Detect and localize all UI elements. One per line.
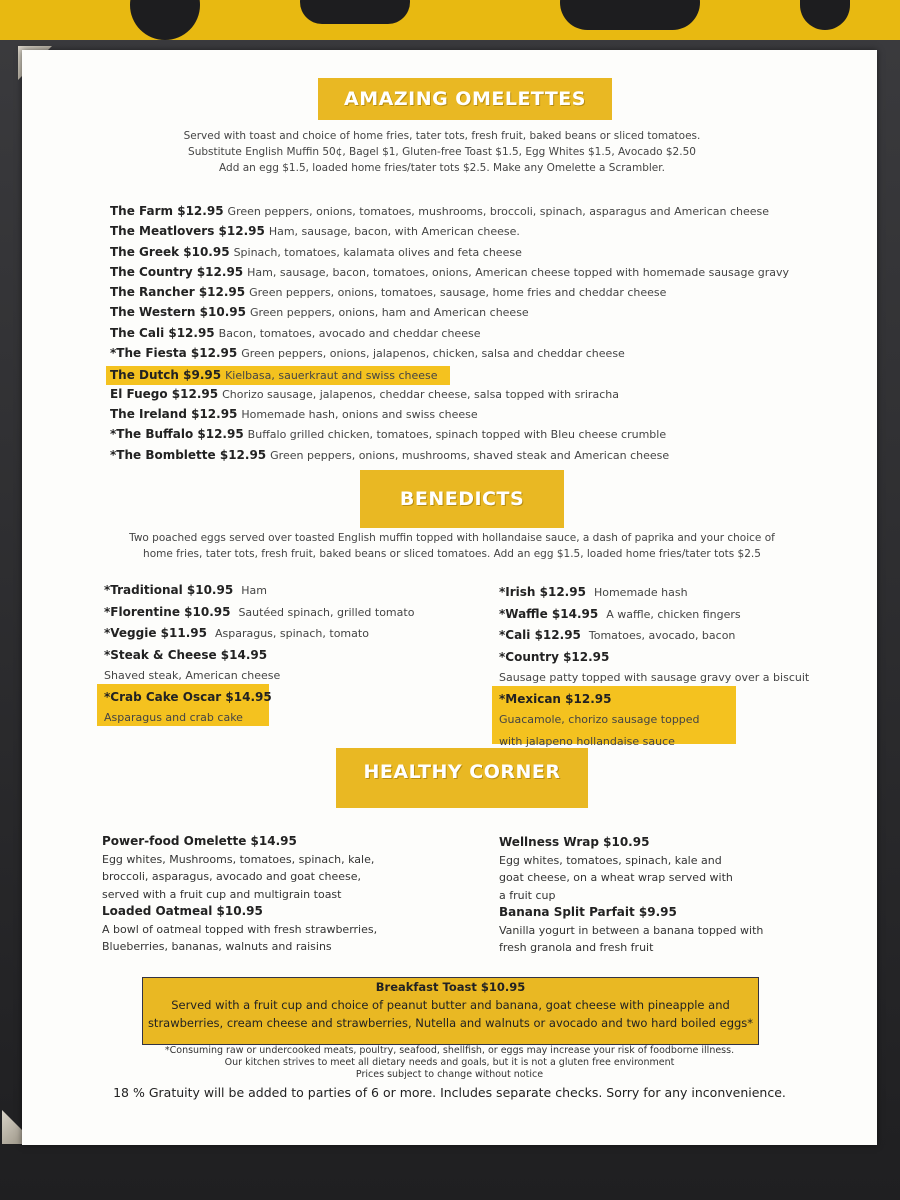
item-name: *The Bomblette $12.95 — [110, 447, 267, 462]
item-desc: Vanilla yogurt in between a banana topped with — [499, 923, 764, 937]
item-desc: Guacamole, chorizo sausage topped — [499, 713, 700, 726]
item-desc: Sausage patty topped with sausage gravy over a biscuit — [499, 671, 810, 684]
disclaimer-line: Prices subject to change without notice — [355, 1069, 544, 1080]
list-item — [110, 427, 830, 447]
item-name: *Steak & Cheese $14.95 — [104, 647, 268, 662]
list-item — [110, 407, 830, 427]
item-desc: strawberries, cream cheese and strawberries, Nutella and walnuts or avocado and two hard boiled eggs* — [147, 1016, 754, 1030]
healthy-title: HEALTHY CORNER — [363, 761, 561, 783]
disclaimer-line: *Consuming raw or undercooked meats, poultry, seafood, shellfish, or eggs may increase your risk of foodborne illness. — [164, 1045, 735, 1056]
healthy-right-column — [499, 834, 859, 957]
list-item-desc — [499, 667, 859, 689]
item-desc: Egg whites, Mushrooms, tomatoes, spinach, kale, — [102, 852, 375, 866]
item-desc: Homemade hash, onions and swiss cheese — [241, 407, 478, 421]
item-name: Loaded Oatmeal $10.95 — [102, 904, 263, 918]
item-desc: Asparagus, spinach, tomato — [214, 627, 369, 640]
item-name: *Cali $12.95 — [499, 628, 581, 642]
list-item-highlighted — [110, 366, 830, 386]
list-item-desc — [104, 707, 484, 729]
item-name: The Cali $12.95 — [110, 325, 215, 340]
item-name: *Traditional $10.95 — [104, 583, 234, 597]
item-desc: Tomatoes, avocado, bacon — [588, 629, 736, 642]
item-name: *The Buffalo $12.95 — [110, 427, 244, 442]
item-desc: Green peppers, onions, jalapenos, chicken, salsa and cheddar cheese — [241, 347, 625, 361]
benedicts-intro-line: Two poached eggs served over toasted English muffin topped with hollandaise sauce, a dash of paprika and your choice of — [129, 532, 775, 544]
list-item — [110, 265, 830, 285]
benedicts-right-column — [499, 582, 859, 752]
list-item — [104, 687, 484, 708]
item-desc: Chorizo sausage, jalapenos, cheddar cheese, salsa topped with sriracha — [222, 387, 619, 401]
item-desc: Ham, sausage, bacon, tomatoes, onions, American cheese topped with homemade sausage gravy — [247, 265, 790, 279]
item-desc: Egg whites, tomatoes, spinach, kale and — [499, 853, 722, 867]
item-desc: Asparagus and crab cake — [104, 711, 243, 724]
list-item — [499, 689, 859, 710]
omelettes-list — [110, 204, 830, 468]
list-item — [104, 602, 484, 624]
item-desc: with jalapeno hollandaise sauce — [499, 734, 675, 748]
omelettes-intro — [142, 128, 742, 176]
item-name: *Crab Cake Oscar $14.95 — [104, 689, 272, 704]
item-name: The Dutch $9.95 — [110, 368, 222, 383]
item-desc: broccoli, asparagus, avocado and goat cheese, — [102, 870, 362, 883]
item-name: Banana Split Parfait $9.95 — [499, 905, 677, 919]
benedicts-banner — [360, 470, 564, 528]
menu-page — [22, 50, 877, 1145]
benedicts-left-column — [104, 580, 484, 729]
list-item — [110, 448, 830, 468]
item-desc: fresh granola and fresh fruit — [499, 941, 654, 954]
item-desc: Spinach, tomatoes, kalamata olives and feta cheese — [233, 245, 522, 259]
omelettes-intro-line: Substitute English Muffin 50¢, Bagel $1, Gluten-free Toast $1.5, Egg Whites $1.5, Avocado $2.50 — [188, 146, 696, 158]
item-desc: Shaved steak, American cheese — [104, 669, 281, 682]
item-name: *Florentine $10.95 — [104, 604, 231, 619]
list-item-desc — [104, 665, 484, 687]
list-item — [110, 387, 830, 407]
list-item — [499, 604, 859, 626]
item-desc: Ham, sausage, bacon, with American cheese. — [268, 225, 520, 239]
item-name: *Irish $12.95 — [499, 585, 586, 599]
item-name: El Fuego $12.95 — [110, 386, 219, 401]
gratuity-notice: 18 % Gratuity will be added to parties of 6 or more. Includes separate checks. Sorry for any inconvenience. — [113, 1085, 786, 1100]
disclaimer-line: Our kitchen strives to meet all dietary needs and goals, but it is not a gluten free environment — [224, 1057, 675, 1068]
item-desc: Ham — [241, 584, 267, 597]
item-desc: A waffle, chicken fingers — [606, 607, 741, 621]
item-desc: Blueberries, bananas, walnuts and raisins — [102, 940, 332, 953]
list-item — [104, 623, 484, 645]
item-desc: a fruit cup — [499, 888, 556, 902]
item-name: The Greek $10.95 — [110, 244, 230, 259]
list-item-desc — [499, 709, 859, 731]
item-name: Breakfast Toast $10.95 — [375, 980, 526, 994]
item-desc: Green peppers, onions, ham and American cheese — [249, 306, 529, 320]
breakfast-toast-box — [142, 977, 759, 1045]
list-item — [110, 326, 830, 346]
item-name: Wellness Wrap $10.95 — [499, 835, 650, 849]
list-item — [104, 645, 484, 666]
item-desc: Served with a fruit cup and choice of peanut butter and banana, goat cheese with pineapple and — [171, 998, 730, 1012]
list-item — [110, 285, 830, 305]
benedicts-intro-line: home fries, tater tots, fresh fruit, baked beans or sliced tomatoes. Add an egg $1.5, loaded home fries/tater tots $2.5 — [143, 548, 761, 560]
item-name: The Rancher $12.95 — [110, 285, 246, 300]
omelettes-banner — [318, 78, 612, 120]
list-item — [110, 245, 830, 265]
item-name: *Mexican $12.95 — [499, 691, 612, 706]
item-name: The Meatlovers $12.95 — [110, 224, 265, 239]
item-desc: Green peppers, onions, tomatoes, sausage, home fries and cheddar cheese — [249, 286, 667, 300]
item-desc: goat cheese, on a wheat wrap served with — [499, 871, 733, 884]
list-item — [499, 647, 859, 668]
omelettes-title: AMAZING OMELETTES — [344, 88, 586, 110]
omelettes-intro-line: Add an egg $1.5, loaded home fries/tater tots $2.5. Make any Omelette a Scrambler. — [219, 162, 665, 174]
list-item — [104, 580, 484, 602]
benedicts-title: BENEDICTS — [399, 488, 525, 510]
benedicts-intro — [82, 530, 822, 562]
item-desc: Kielbasa, sauerkraut and swiss cheese — [225, 369, 438, 383]
item-desc: Sautéed spinach, grilled tomato — [238, 605, 415, 619]
item-name: The Ireland $12.95 — [110, 406, 238, 421]
list-item — [499, 582, 859, 604]
item-name: The Western $10.95 — [110, 305, 246, 320]
list-item — [110, 224, 830, 244]
healthy-banner — [336, 748, 588, 808]
item-desc: served with a fruit cup and multigrain toast — [102, 887, 342, 901]
item-name: *Veggie $11.95 — [104, 626, 207, 640]
item-desc: Green peppers, onions, tomatoes, mushrooms, broccoli, spinach, asparagus and American cheese — [227, 205, 770, 218]
item-desc: Homemade hash — [593, 586, 688, 599]
item-name: *Country $12.95 — [499, 649, 610, 664]
item-desc: Bacon, tomatoes, avocado and cheddar cheese — [218, 326, 481, 340]
list-item — [110, 204, 830, 224]
omelettes-intro-line: Served with toast and choice of home fries, tater tots, fresh fruit, baked beans or sliced tomatoes. — [183, 130, 701, 142]
list-item — [110, 346, 830, 366]
list-item — [110, 305, 830, 325]
item-desc: Green peppers, onions, mushrooms, shaved steak and American cheese — [270, 448, 670, 462]
item-name: The Farm $12.95 — [110, 204, 224, 218]
item-name: *The Fiesta $12.95 — [110, 346, 238, 361]
item-name: *Waffle $14.95 — [499, 606, 599, 621]
list-item — [499, 625, 859, 647]
item-desc: Buffalo grilled chicken, tomatoes, spinach topped with Bleu cheese crumble — [247, 428, 667, 442]
item-name: The Country $12.95 — [110, 264, 244, 279]
item-desc: A bowl of oatmeal topped with fresh strawberries, — [102, 922, 378, 936]
item-name: Power-food Omelette $14.95 — [102, 834, 297, 848]
healthy-left-column — [102, 833, 432, 956]
footer-disclaimer — [22, 1045, 877, 1081]
